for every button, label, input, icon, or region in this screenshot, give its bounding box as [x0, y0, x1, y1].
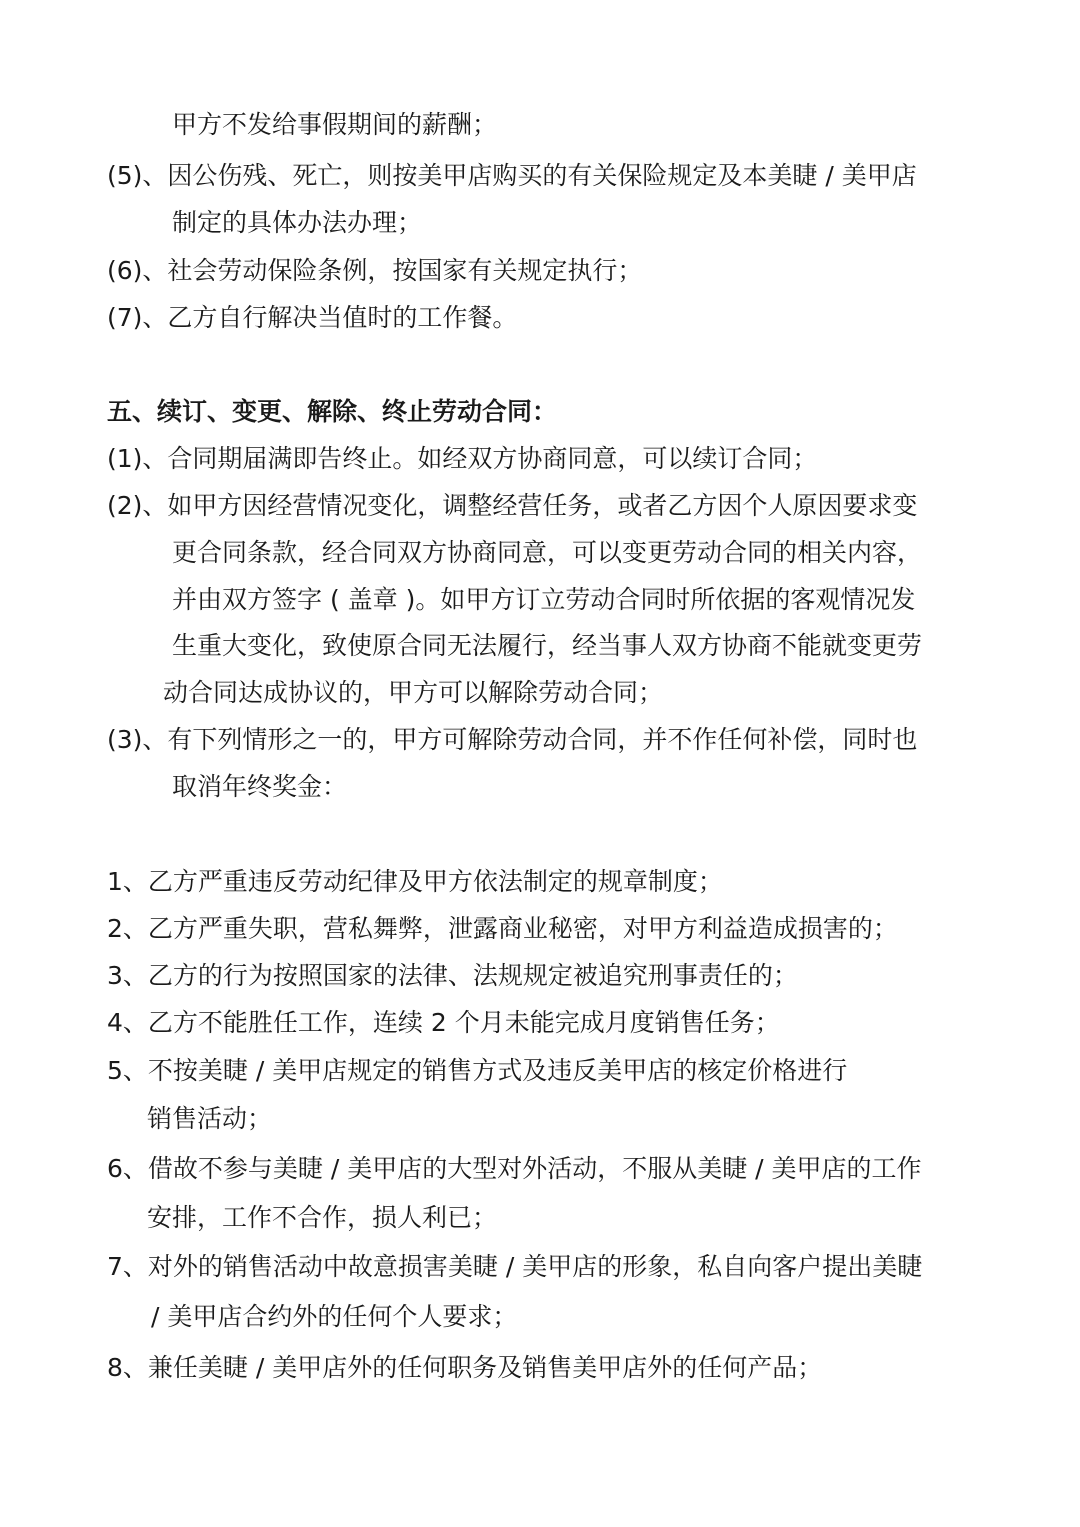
section-heading: 五、续订、变更、解除、终止劳动合同： — [107, 397, 558, 426]
list-item: 2、乙方严重失职，营私舞弊，泄露商业秘密，对甲方利益造成损害的； — [107, 914, 898, 943]
list-item: 4、乙方不能胜任工作，连续 2 个月未能完成月度销售任务； — [107, 1008, 780, 1037]
text-line: (2)、如甲方因经营情况变化，调整经营任务，或者乙方因个人原因要求变 — [107, 491, 918, 520]
text-line: (3)、有下列情形之一的，甲方可解除劳动合同，并不作任何补偿，同时也 — [107, 725, 918, 754]
list-item: 7、对外的销售活动中故意损害美睫 / 美甲店的形象，私自向客户提出美睫 — [107, 1252, 923, 1281]
text-line: 甲方不发给事假期间的薪酬； — [172, 110, 498, 139]
text-line: (6)、社会劳动保险条例，按国家有关规定执行； — [107, 256, 643, 285]
list-item-continuation: 销售活动； — [147, 1104, 273, 1133]
list-item: 6、借故不参与美睫 / 美甲店的大型对外活动，不服从美睫 / 美甲店的工作 — [107, 1154, 922, 1183]
text-line: 制定的具体办法办理； — [172, 208, 423, 237]
text-line: 并由双方签字 ( 盖章 )。如甲方订立劳动合同时所依据的客观情况发 — [172, 585, 916, 614]
list-item: 3、乙方的行为按照国家的法律、法规规定被追究刑事责任的； — [107, 961, 798, 990]
list-item-continuation: / 美甲店合约外的任何个人要求； — [151, 1302, 518, 1331]
text-line: (1)、合同期届满即告终止。如经双方协商同意，可以续订合同； — [107, 444, 818, 473]
text-line: 动合同达成协议的，甲方可以解除劳动合同； — [163, 678, 664, 707]
text-line: (5)、因公伤残、死亡，则按美甲店购买的有关保险规定及本美睫 / 美甲店 — [107, 161, 917, 190]
text-line: 取消年终奖金： — [172, 772, 348, 801]
text-line: (7)、乙方自行解决当值时的工作餐。 — [107, 303, 518, 332]
list-item: 8、兼任美睫 / 美甲店外的任何职务及销售美甲店外的任何产品； — [107, 1353, 823, 1382]
text-line: 生重大变化，致使原合同无法履行，经当事人双方协商不能就变更劳 — [172, 631, 923, 660]
list-item-continuation: 安排，工作不合作，损人利已； — [147, 1203, 498, 1232]
list-item: 5、不按美睫 / 美甲店规定的销售方式及违反美甲店的核定价格进行 — [107, 1056, 848, 1085]
list-item: 1、乙方严重违反劳动纪律及甲方依法制定的规章制度； — [107, 867, 723, 896]
text-line: 更合同条款，经合同双方协商同意，可以变更劳动合同的相关内容， — [172, 538, 923, 567]
